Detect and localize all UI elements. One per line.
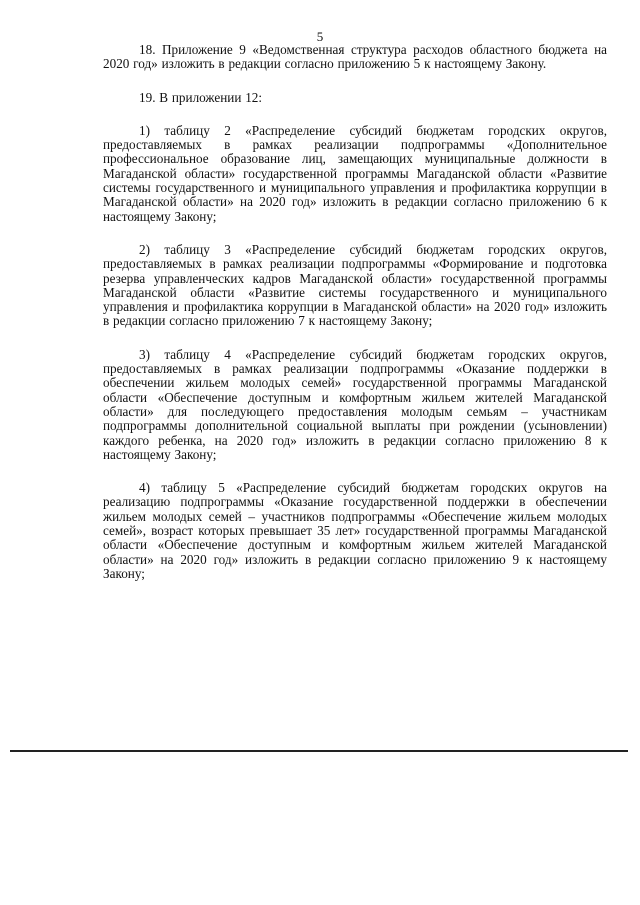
document-body: [103, 43, 607, 581]
paragraph-item-19-2: 2) таблицу 3 «Распределение субсидий бюджетам городских округов, предоставляемых в рамках реализации подпрограммы «Формирование и подготовка резерва управленческих кадров Магаданской области» государственной программы Магаданской области «Развитие системы государственного и муниципального управления и профилактика коррупции в Магаданской области» на 2020 год» изложить в редакции согласно приложению 7 к настоящему Закону;: [103, 241, 607, 329]
paragraph-item-19-4: 4) таблицу 5 «Распределение субсидий бюджетам городских округов на реализацию подпрограммы «Оказание государственной поддержки в обеспечении жильем молодых семей – участников подпрограммы «Обеспечение жильем молодых семей», возраст которых превышает 35 лет» государственной программы Магаданской области «Обеспечение доступным и комфортным жильем жителей Магаданской области» на 2020 год» изложить в редакции согласно приложению 9 к настоящему Закону;: [103, 480, 607, 581]
paragraph-item-18: 18. Приложение 9 «Ведомственная структура расходов областного бюджета на 2020 год» изложить в редакции согласно приложению 5 к настоящему Закону.: [103, 42, 607, 72]
paragraph-item-19-1: 1) таблицу 2 «Распределение субсидий бюджетам городских округов, предоставляемых в рамках реализации подпрограммы «Дополнительное профессиональное образование лиц, замещающих муниципальные должности в Магаданской области» государственной программы Магаданской области «Развитие системы государственного и муниципального управления и профилактика коррупции в Магаданской области» на 2020 год» изложить в редакции согласно приложению 6 к настоящему Закону;: [103, 122, 607, 224]
horizontal-rule: [10, 750, 628, 752]
paragraph-item-19-3: 3) таблицу 4 «Распределение субсидий бюджетам городских округов, предоставляемых в рамках реализации подпрограммы «Оказание поддержки в обеспечении жильем молодых семей» государственной программы Магаданской области «Обеспечение доступным и комфортным жильем жителей Магаданской области» для последующего предоставления молодым семьям – участникам подпрограммы дополнительной социальной выплаты при рождении (усыновлении) каждого ребенка, на 2020 год» изложить в редакции согласно приложению 8 к настоящему Закону;: [103, 346, 607, 462]
paragraph-item-19: 19. В приложении 12:: [139, 89, 263, 105]
page-number: 5: [316, 29, 324, 44]
